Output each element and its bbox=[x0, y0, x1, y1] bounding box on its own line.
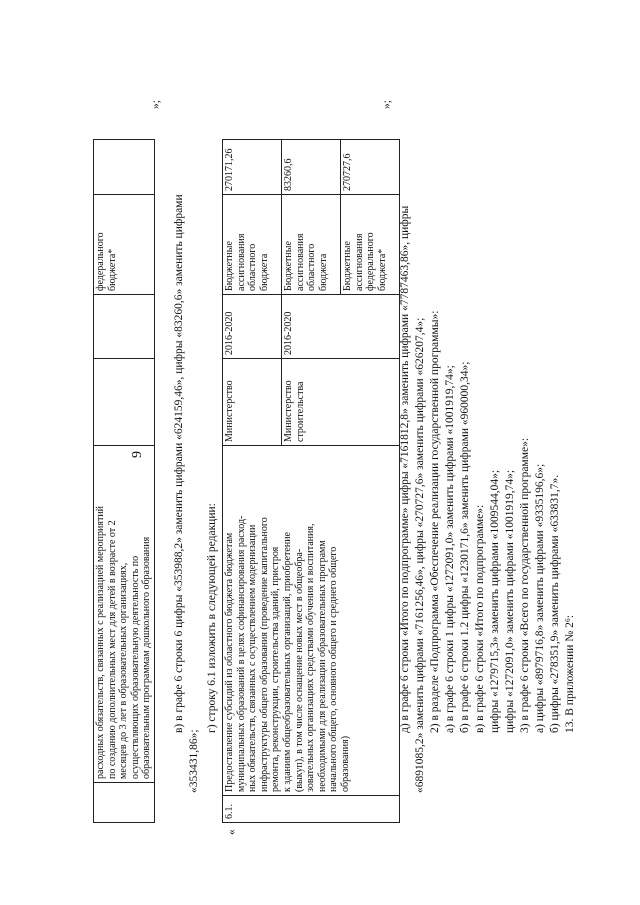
row-61-src2-line: ассигнования bbox=[294, 233, 306, 291]
row-61-desc-cell bbox=[223, 446, 400, 796]
table-top-num-cell bbox=[94, 783, 155, 823]
row-61-exec2-cell bbox=[282, 359, 400, 446]
row-61-exec2-line: строительства bbox=[294, 381, 306, 442]
para-3a: а) цифры «8979716,8» заменить цифрами «9335196,6»; bbox=[534, 463, 546, 733]
row-61-val2-cell bbox=[282, 140, 341, 195]
para-g: г) строку 6.1 изложить в следующей редакции: bbox=[206, 503, 218, 733]
para-2v: в) в графе 6 строки «Итого по подпрограмме»: bbox=[474, 504, 486, 733]
row-61-num-cell bbox=[223, 796, 400, 823]
row-61-val2: 83260,6 bbox=[283, 158, 294, 191]
row-61-src1-cell bbox=[223, 195, 282, 295]
row-61-src2-line: Бюджетные bbox=[283, 241, 294, 291]
row-61-exec1: Министерство bbox=[224, 380, 235, 442]
table-top-desc-line: по созданию дополнительных мест для детей в возрасте от 2 bbox=[106, 520, 118, 779]
row-61-desc-line: инфраструктуры общего образования (проведение капитального bbox=[258, 517, 270, 792]
para-3: 3) в графе 6 строки «Всего по государственной программе»: bbox=[519, 437, 531, 733]
row-61-desc-line: к зданиям общеобразовательных организаций, приобретение bbox=[281, 532, 293, 792]
row-61-src1-line: Бюджетные bbox=[224, 241, 235, 291]
page-number: 9 bbox=[130, 451, 145, 458]
table-top-end-mark: »; bbox=[150, 100, 162, 109]
table-top-source-line: бюджета* bbox=[106, 248, 118, 291]
row-61-desc-line: ных обязательств, связанных с осуществлением модернизации bbox=[247, 524, 259, 792]
row-61-desc-line: образования) bbox=[339, 735, 351, 792]
para-2v-1: цифры «1279715,3» заменить цифрами «1009544,04»; bbox=[489, 469, 501, 733]
table-top-period-cell bbox=[94, 295, 155, 359]
row-61-desc-line: зовательных организациях средствами обучения и воспитания, bbox=[305, 523, 317, 792]
para-v-line1: в) в графе 6 строки 6 цифры «353988,2» заменить цифрами «624159,46», цифры «83260,6» заменить цифрами bbox=[173, 194, 185, 733]
row-61-val1: 270171,26 bbox=[224, 148, 235, 191]
row-61-num: 6.1. bbox=[224, 804, 235, 819]
row-61-val3-cell bbox=[341, 140, 400, 195]
para-3b: б) цифры «278351,9» заменить цифрами «633831,7». bbox=[549, 474, 561, 733]
table-top-desc-line: месяцев до 3 лет в образовательных организациях, bbox=[118, 562, 130, 779]
para-2a: а) в графе 6 строки 1 цифры «1272091,0» заменить цифрами «1001919,74»; bbox=[444, 365, 456, 733]
table-top-desc-line: расходных обязательств, связанных с реализацией мероприятий bbox=[95, 505, 106, 779]
para-d-line1: д) в графе 6 строки «Итого по подпрограмме» цифры «7161812,8» заменить цифрами «7787463,86», цифры bbox=[399, 205, 411, 733]
row-61-src3-line: ассигнования bbox=[353, 233, 365, 291]
row-61-period2-cell bbox=[282, 295, 400, 359]
para-2v-2: цифры «1272091,0» заменить цифрами «1001919,74»; bbox=[504, 469, 516, 733]
para-2: 2) в разделе «Подпрограмма «Обеспечение реализации государственной программы»: bbox=[429, 310, 441, 733]
table-top-desc-line: осуществляющих образовательную деятельность по bbox=[129, 555, 141, 779]
row-61-desc-line: ремонта, реконструкции, строительства зданий, пристроя bbox=[270, 546, 282, 792]
para-d-line2: «6891085,2» заменить цифрами «7161256,46», цифры «270727,6» заменить цифрами «626207,4»; bbox=[414, 317, 426, 793]
row-61-exec2-line: Министерство bbox=[283, 380, 294, 442]
row-61-src3-line: Бюджетные bbox=[342, 241, 353, 291]
table-61-open-mark: « bbox=[226, 829, 238, 835]
row-61-period1: 2016-2020 bbox=[224, 311, 235, 355]
table-top-exec-cell bbox=[94, 359, 155, 446]
table-top-desc-line: образовательным программам дошкольного образования bbox=[141, 536, 153, 779]
row-61-src3-line: бюджета* bbox=[376, 248, 388, 291]
row-61-src3-cell bbox=[341, 195, 400, 295]
row-61-period2: 2016-2020 bbox=[283, 311, 294, 355]
row-61-val3: 270727,6 bbox=[342, 153, 353, 191]
row-61-exec1-cell bbox=[223, 359, 282, 446]
table-top-source-cell bbox=[94, 195, 155, 295]
row-61-src1-line: ассигнования bbox=[235, 233, 247, 291]
row-61-src1-line: областного bbox=[247, 243, 259, 291]
row-61-desc-line: Предоставление субсидий из областного бюджета бюджетам bbox=[224, 532, 235, 792]
table-top-source-line: федерального bbox=[95, 232, 106, 291]
row-61-desc-line: начального общего, основного общего и среднего общего bbox=[328, 546, 340, 792]
row-61-desc-line: (выкуп), в том числе оснащение новых мест в общеобра- bbox=[293, 548, 305, 792]
para-v-line2: «353431,86»; bbox=[188, 729, 200, 793]
row-61-src2-line: бюджета bbox=[317, 253, 329, 291]
table-top-fragment bbox=[93, 139, 155, 823]
table-top-desc-cell bbox=[94, 446, 155, 783]
row-61-src2-line: областного bbox=[306, 243, 318, 291]
row-61-period1-cell bbox=[223, 295, 282, 359]
row-61-src2-cell bbox=[282, 195, 341, 295]
table-top-value-cell bbox=[94, 140, 155, 195]
para-13: 13. В приложении № 2⁶: bbox=[564, 614, 576, 733]
row-61-desc-line: муниципальных образований в целях софинансирования расход- bbox=[235, 515, 247, 792]
row-61-src1-line: бюджета bbox=[258, 253, 270, 291]
row-61-desc-line: необходимыми для реализации образовательных программ bbox=[316, 540, 328, 792]
row-61-src3-line: федерального bbox=[365, 232, 377, 291]
table-row-6-1 bbox=[222, 139, 400, 823]
table-61-end-mark: »; bbox=[381, 100, 393, 109]
row-61-val1-cell bbox=[223, 140, 282, 195]
para-2b: б) в графе 6 строки 1.2 цифры «1230171,6» заменить цифрами «960000,34»; bbox=[459, 361, 471, 733]
